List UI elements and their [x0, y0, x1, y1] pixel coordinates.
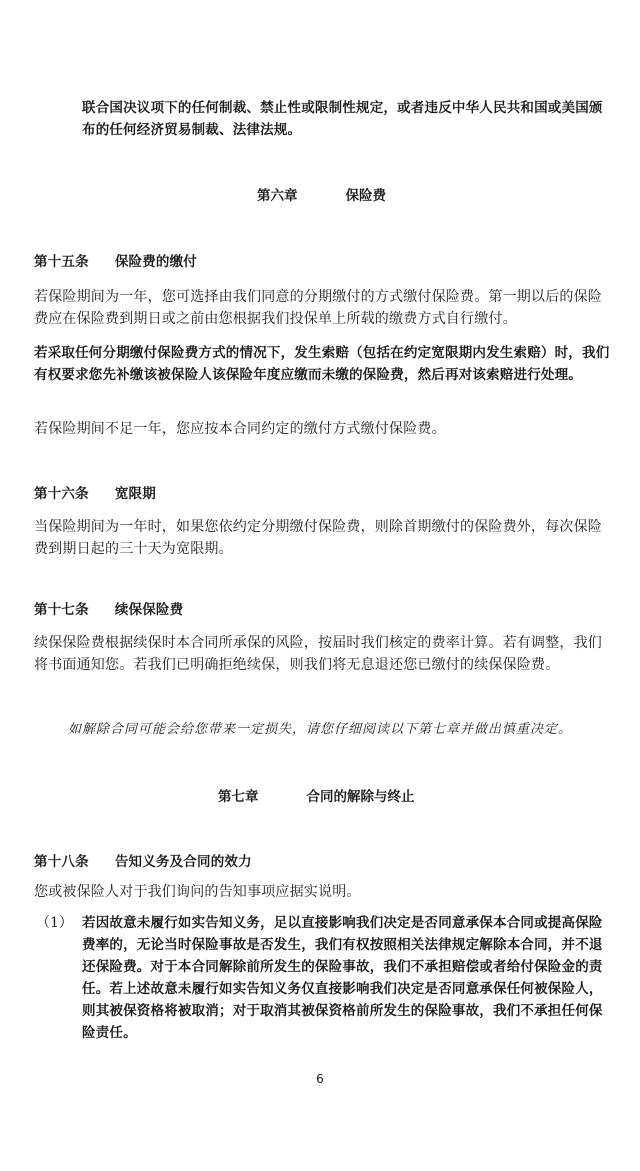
chapter-6-title: 保险费	[345, 188, 386, 204]
article-16-heading	[34, 483, 156, 505]
chapter-7-number: 第七章	[218, 789, 259, 805]
article-15-title: 保险费的缴付	[114, 254, 198, 270]
article-18-heading	[34, 851, 252, 873]
intro-paragraph: 联合国决议项下的任何制裁、禁止性或限制性规定，或者违反中华人民共和国或美国颁布的任何经济贸易制裁、法律法规。	[82, 100, 603, 138]
list-item-1-text: 若因故意未履行如实告知义务，足以直接影响我们决定是否同意承保本合同或提高保险费率的，无论当时保险事故是否发生，我们有权按照相关法律规定解除本合同，并不退还保险费。对于本合同解除前所发生的保险事故，我们不承担赔偿或者给付保险金的责任。若上述故意未履行如实告知义务仅直接影响我们决定是否同意承保任何被保险人，则其被保资格将被取消；对于取消其被保资格前所发生的保险事故，我们不承担任何保险责任。	[82, 915, 603, 1041]
article-17-title: 续保保险费	[114, 602, 184, 618]
article-15-paragraph-2: 若采取任何分期缴付保险费方式的情况下，发生索赔（包括在约定宽限期内发生索赔）时，我们有权要求您先补缴该被保险人该保险年度应缴而未缴的保险费，然后再对该索赔进行处理。	[34, 345, 610, 383]
article-18-title: 告知义务及合同的效力	[114, 854, 252, 870]
article-18-paragraph-1: 您或被保险人对于我们询问的告知事项应据实说明。	[34, 884, 361, 900]
article-16-paragraph-1: 当保险期间为一年时，如果您依约定分期缴付保险费，则除首期缴付的保险费外，每次保险费到期日起的三十天为宽限期。	[34, 519, 602, 557]
article-16-number: 第十六条	[34, 486, 89, 502]
article-16-title: 宽限期	[114, 486, 156, 502]
page-number: 6	[316, 1072, 324, 1086]
article-18-number: 第十八条	[34, 854, 89, 870]
chapter-6-heading	[257, 185, 386, 207]
article-15-paragraph-1: 若保险期间为一年，您可选择由我们同意的分期缴付的方式缴付保险费。第一期以后的保险费应在保险费到期日或之前由您根据我们投保单上所载的缴费方式自行缴付。	[34, 289, 602, 327]
article-17-number: 第十七条	[34, 602, 89, 618]
article-17-paragraph-1: 续保保险费根据续保时本合同所承保的风险，按届时我们核定的费率计算。若有调整，我们将书面通知您。若我们已明确拒绝续保，则我们将无息退还您已缴付的续保保险费。	[34, 635, 602, 673]
article-15-paragraph-3: 若保险期间不足一年，您应按本合同约定的缴付方式缴付保险费。	[34, 421, 446, 437]
chapter-7-title: 合同的解除与终止	[306, 789, 415, 805]
article-15-number: 第十五条	[34, 254, 89, 270]
article-15-heading	[34, 251, 197, 273]
chapter-7-heading	[218, 786, 415, 808]
termination-notice: 如解除合同可能会给您带来一定损失，请您仔细阅读以下第七章并做出慎重决定。	[67, 722, 572, 737]
list-item-1-label: （1）	[36, 915, 73, 931]
chapter-6-number: 第六章	[257, 188, 298, 204]
article-17-heading	[34, 599, 183, 621]
